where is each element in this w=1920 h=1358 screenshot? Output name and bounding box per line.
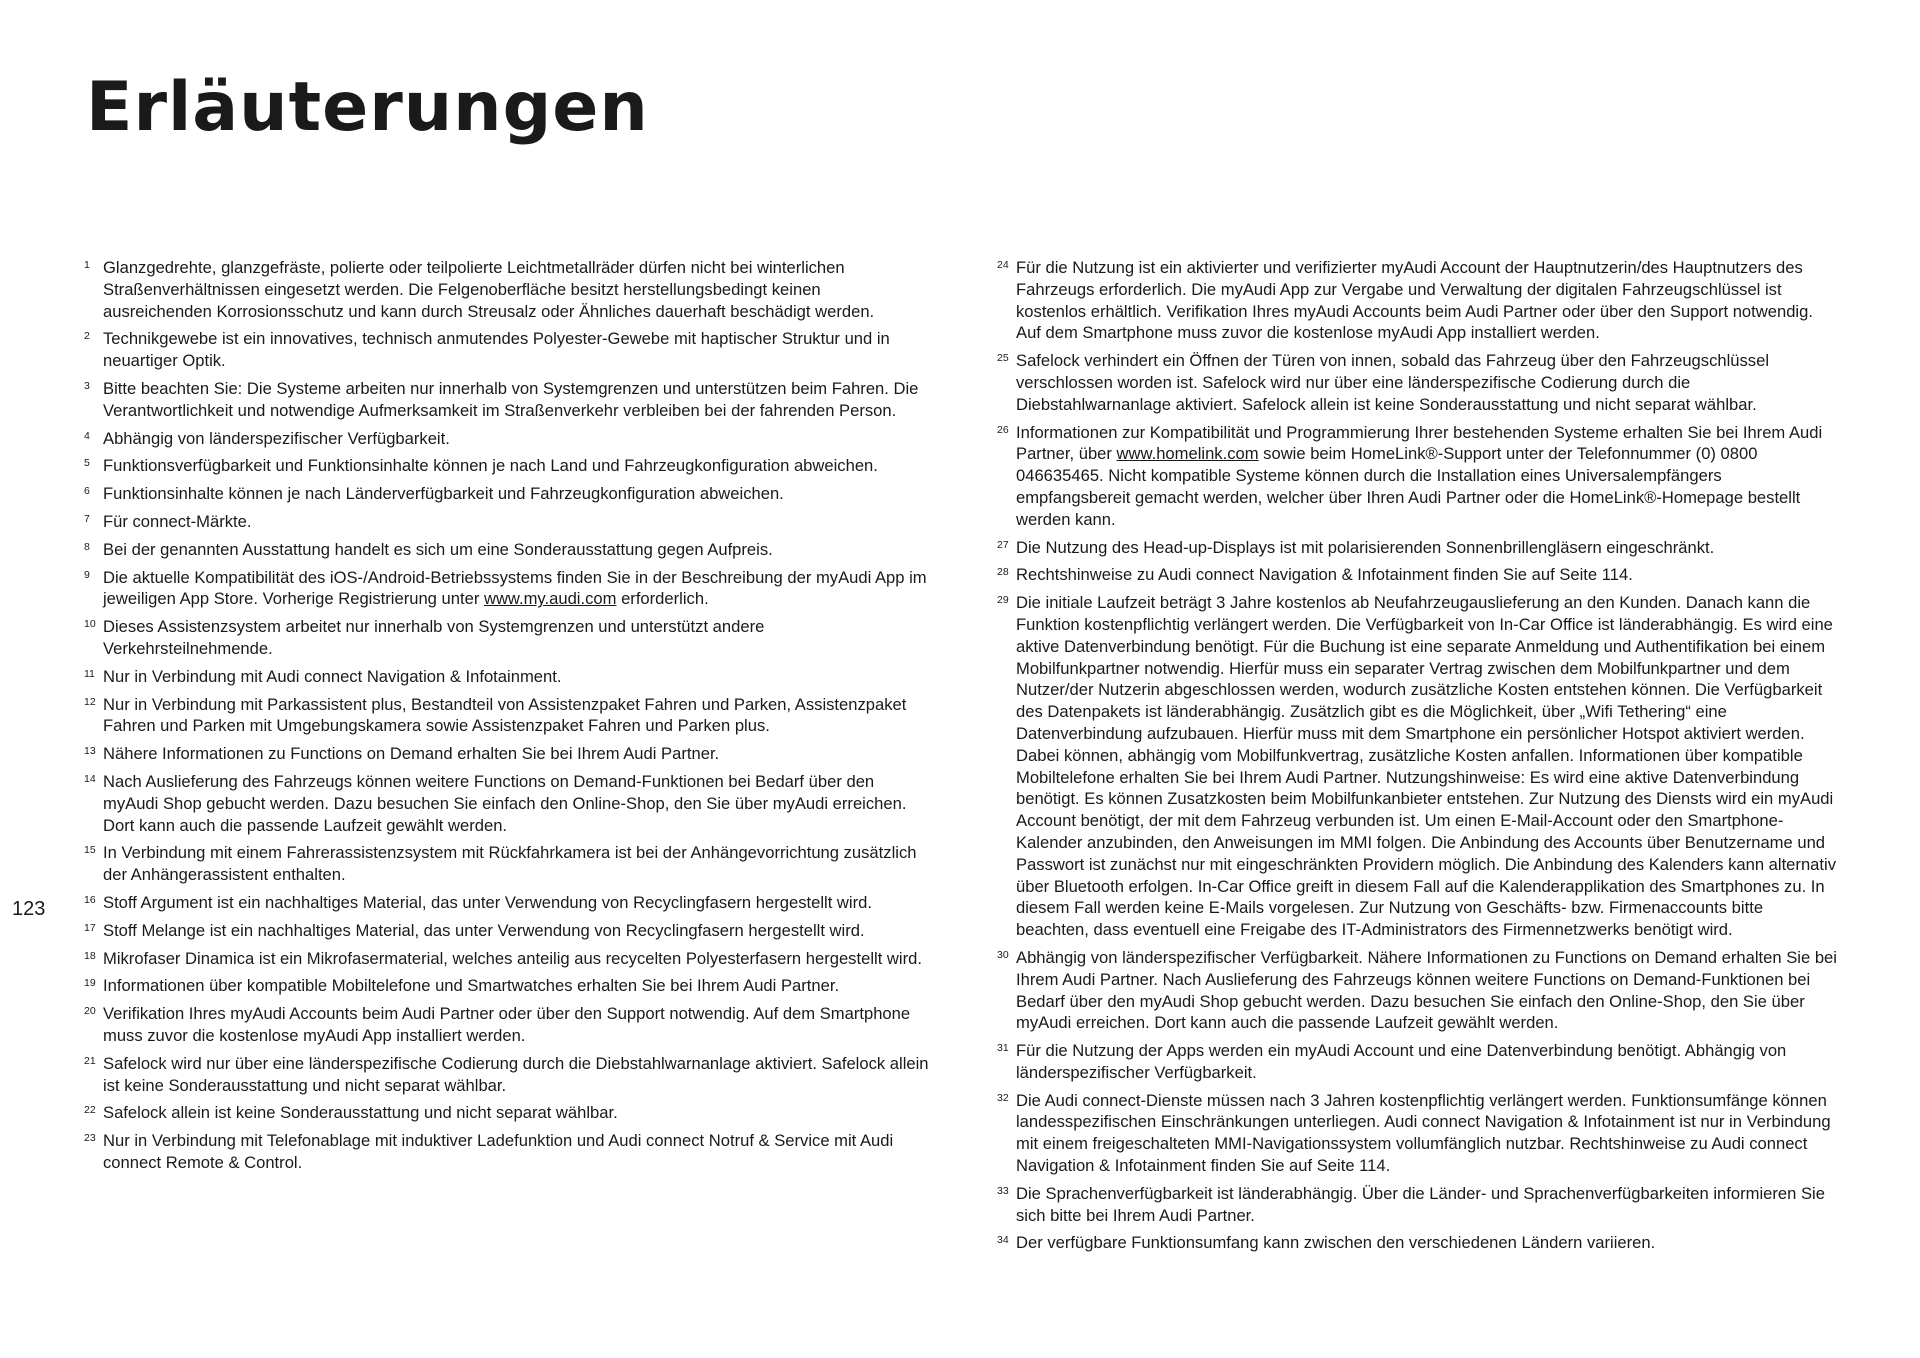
footnote-item [84,567,929,611]
footnote-number: 33 [997,1184,1009,1197]
footnote-number: 5 [84,457,90,470]
footnote-text: Funktionsverfügbarkeit und Funktionsinhalte können je nach Land und Fahrzeugkonfiguration abweichen. [103,456,878,476]
footnote-number: 26 [997,423,1009,436]
footnote-text: Stoff Melange ist ein nachhaltiges Material, das unter Verwendung von Recyclingfasern hergestellt wird. [103,920,865,940]
footnote-number: 27 [997,538,1009,551]
footnote-text: Bitte beachten Sie: Die Systeme arbeiten nur innerhalb von Systemgrenzen und unterstützen beim Fahren. Die Verantwortlichkeit und notwendige Aufmerksamkeit im Straßenverkehr verbleiben bei der fahrenden Person. [103,378,919,420]
footnote-text: Die Nutzung des Head-up-Displays ist mit polarisierenden Sonnenbrillengläsern eingeschränkt. [1016,537,1715,557]
footnote-text: Nach Auslieferung des Fahrzeugs können weitere Functions on Demand-Funktionen bei Bedarf über den myAudi Shop gebucht werden. Dazu besuchen Sie einfach den Online-Shop, den Sie über myAudi erreichen. Dort kann auch die passende Laufzeit gewählt werden. [103,771,907,835]
footnote-item [84,616,929,660]
footnote-item [84,920,929,942]
footnote-number: 16 [84,893,96,906]
footnote-item [84,1102,929,1124]
footnote-text: Nähere Informationen zu Functions on Demand erhalten Sie bei Ihrem Audi Partner. [103,744,720,764]
footnotes-left-column [84,257,929,1180]
footnote-item [84,511,929,533]
footnote-number: 10 [84,618,96,631]
footnote-item [997,422,1840,531]
footnote-number: 32 [997,1091,1009,1104]
footnote-number: 17 [84,921,96,934]
footnote-text: Glanzgedrehte, glanzgefräste, polierte oder teilpolierte Leichtmetallräder dürfen nicht bei winterlichen Straßenverhältnissen eingesetzt werden. Die Felgenoberfläche besitzt herstellungsbedingt keinen ausreichenden Korrosionsschutz und kann durch Streusalz oder Ähnliches dauerhaft beschädigt werden. [103,258,875,321]
footnote-item [997,947,1840,1034]
footnote-item [84,842,929,886]
footnote-item [84,975,929,997]
footnote-number: 28 [997,566,1009,579]
footnote-text: Die initiale Laufzeit beträgt 3 Jahre kostenlos ab Neufahrzeugauslieferung an den Kunden. Danach kann die Funktion kostenpflichtig verlängert werden. Die Verfügbarkeit von In-Car Office ist länderabhängig. Es wird eine aktive Datenverbindung benötigt. Für die Buchung ist eine separate Anmeldung und Authentifikation bei einem Mobilfunkpartner notwendig. Hierfür muss ein separater Vertrag zwischen dem Mobilfunkpartner und dem Nutzer/der Nutzerin abgeschlossen werden, wodurch zusätzliche Kosten entstehen können. Die Verfügbarkeit des Datenpakets ist länderabhängig. Zusätzlich gibt es die Möglichkeit, über „Wifi Tethering“ eine Datenverbindung aufzubauen. Hierfür muss mit dem Smartphone ein persönlicher Hotspot aktiviert werden. Dabei können, abhängig vom Mobilfunkvertrag, zusätzliche Kosten anfallen. Informationen über kompatible Mobiltelefone erhalten Sie bei Ihrem Audi Partner. Nutzungshinweise: Es wird eine aktive Datenverbindung benötigt. Es können Zusatzkosten beim Mobilfunkanbieter entstehen. Zur Nutzung des Diensts wird ein myAudi Account benötigt, der mit dem Fahrzeug verbunden ist. Um einen E-Mail-Account oder den Smartphone-Kalender anzubinden, den Anweisungen im MMI folgen. Die Anbindung des Accounts über Benutzername und Passwort ist zunächst nur mit eingeschränkten Providern möglich. Die Anbindung des Kalenders kann alternativ über Bluetooth erfolgen. In-Car Office greift in diesem Fall auf die Kalenderapplikation des Smartphones zu. In diesem Fall werden keine E-Mails vorgelesen. Zur Nutzung von Geschäfts- bzw. Firmenaccounts bitte beachten, dass eventuell eine Freigabe des IT-Administrators des Firmennetzwerks benötigt wird. [1016,593,1836,940]
footnote-number: 14 [84,772,96,785]
footnote-item [84,328,929,372]
footnote-text: Safelock allein ist keine Sonderausstattung und nicht separat wählbar. [103,1103,618,1123]
footnote-text: Verifikation Ihres myAudi Accounts beim Audi Partner oder über den Support notwendig. Auf dem Smartphone muss zuvor die kostenlose myAudi App installiert werden. [103,1004,911,1045]
footnote-text: Die Sprachenverfügbarkeit ist länderabhängig. Über die Länder- und Sprachenverfügbarkeiten informieren Sie sich bitte bei Ihrem Audi Partner. [1016,1183,1825,1225]
footnotes-right-column [997,257,1840,1260]
footnote-item [84,1053,929,1097]
footnote-number: 12 [84,695,96,708]
footnote-text: Stoff Argument ist ein nachhaltiges Material, das unter Verwendung von Recyclingfasern hergestellt wird. [103,892,872,912]
footnote-item [997,1040,1840,1084]
footnote-text: Safelock wird nur über eine länderspezifische Codierung durch die Diebstahlwarnanlage aktiviert. Safelock allein ist keine Sonderausstattung und nicht separat wählbar. [103,1053,929,1095]
footnote-item [997,257,1840,344]
footnote-item [84,666,929,688]
page-number: 123 [12,898,46,920]
footnote-item [84,694,929,738]
footnote-number: 6 [84,485,90,498]
footnote-item [997,350,1840,415]
footnote-text: Bei der genannten Ausstattung handelt es sich um eine Sonderausstattung gegen Aufpreis. [103,539,773,559]
footnote-item [997,564,1840,586]
footnote-number: 22 [84,1104,96,1117]
footnote-number: 4 [84,429,90,442]
footnote-number: 13 [84,745,96,758]
footnote-number: 8 [84,540,90,553]
footnote-number: 11 [84,667,95,680]
footnote-number: 18 [84,949,96,962]
footnote-text: Für die Nutzung ist ein aktivierter und verifizierter myAudi Account der Hauptnutzerin/des Hauptnutzers des Fahrzeugs erforderlich. Die myAudi App zur Vergabe und Verwaltung der digitalen Fahrzeugschlüssel ist kostenlos erhältlich. Verifikation Ihres myAudi Accounts beim Audi Partner oder über den Support notwendig. Auf dem Smartphone muss zuvor die kostenlose myAudi App installiert werden. [1016,258,1813,343]
footnote-text: Safelock verhindert ein Öffnen der Türen von innen, sobald das Fahrzeug über den Fahrzeugschlüssel verschlossen worden ist. Safelock wird nur über eine länderspezifische Codierung durch die Diebstahlwarnanlage aktiviert. Safelock allein ist keine Sonderausstattung und nicht separat wählbar. [1016,351,1770,414]
footnote-item [997,1183,1840,1227]
footnote-item [84,428,929,450]
footnote-text: Nur in Verbindung mit Parkassistent plus, Bestandteil von Assistenzpaket Fahren und Parken, Assistenzpaket Fahren und Parken mit Umgebungskamera sowie Assistenzpaket Fahren und Parken plus. [103,694,907,736]
footnote-item [997,592,1840,941]
footnote-text: Für die Nutzung der Apps werden ein myAudi Account und eine Datenverbindung benötigt. Abhängig von länderspezifischer Verfügbarkeit. [1016,1041,1787,1082]
footnote-text: Abhängig von länderspezifischer Verfügbarkeit. Nähere Informationen zu Functions on Demand erhalten Sie bei Ihrem Audi Partner. Nach Auslieferung des Fahrzeugs können weitere Functions on Demand-Funktionen bei Bedarf über den myAudi Shop gebucht werden. Dazu besuchen Sie einfach den Online-Shop, den Sie über myAudi erreichen. Dort kann auch die passende Laufzeit gewählt werden. [1016,947,1837,1033]
footnote-item [84,378,929,422]
footnote-item [997,1090,1840,1177]
footnote-number: 19 [84,977,96,990]
footnote-item [84,771,929,836]
footnote-text: Funktionsinhalte können je nach Länderverfügbarkeit und Fahrzeugkonfiguration abweichen. [103,484,784,504]
footnote-text: Rechtshinweise zu Audi connect Navigation & Infotainment finden Sie auf Seite 114. [1016,565,1633,585]
footnote-number: 20 [84,1005,96,1018]
footnote-item [84,1003,929,1047]
footnote-number: 21 [84,1054,96,1067]
footnote-number: 7 [84,512,90,525]
footnote-number: 25 [997,352,1009,365]
footnote-text: Nur in Verbindung mit Telefonablage mit induktiver Ladefunktion und Audi connect Notruf & Service mit Audi connect Remote & Control. [103,1131,894,1172]
footnote-number: 3 [84,379,90,392]
footnote-item [84,948,929,970]
footnote-number: 1 [84,259,90,271]
footnote-text: Für connect-Märkte. [103,511,252,531]
footnote-text-continued: sowie beim HomeLink®-Support unter der Telefonnummer (0) 0800 046635465. Nicht kompatible Systeme können durch die Installation eines Universalempfängers empfangsbereit gemacht werden, welcher über Ihren Audi Partner oder die HomeLink®-Homepage bestellt werden kann. [1016,444,1801,529]
footnote-link[interactable]: www.homelink.com [1116,444,1259,464]
footnote-number: 31 [997,1042,1009,1055]
footnote-link[interactable]: www.my.audi.com [483,589,617,609]
footnote-text: Abhängig von länderspezifischer Verfügbarkeit. [103,428,450,448]
footnote-number: 24 [997,259,1009,271]
footnote-text: Nur in Verbindung mit Audi connect Navigation & Infotainment. [103,666,562,686]
footnote-number: 29 [997,594,1009,607]
footnote-item [997,1232,1840,1254]
footnote-item [84,1130,929,1174]
footnote-text: Mikrofaser Dinamica ist ein Mikrofasermaterial, welches anteilig aus recycelten Polyesterfasern hergestellt wird. [103,948,922,968]
footnote-number: 23 [84,1132,96,1145]
footnote-number: 30 [997,948,1009,961]
footnote-number: 34 [997,1234,1009,1247]
footnote-text: Die aktuelle Kompatibilität des iOS-/Android-Betriebssystems finden Sie in der Beschreibung der myAudi App im jeweiligen App Store. Vorherige Registrierung unter [103,567,927,609]
footnote-item [84,455,929,477]
footnote-number: 9 [84,568,90,581]
footnote-number: 15 [84,844,96,857]
footnote-text: Der verfügbare Funktionsumfang kann zwischen den verschiedenen Ländern variieren. [1016,1233,1656,1253]
footnote-item [84,892,929,914]
footnote-text: In Verbindung mit einem Fahrerassistenzsystem mit Rückfahrkamera ist bei der Anhängevorrichtung zusätzlich der Anhängerassistent enthalten. [103,843,917,885]
footnote-number: 2 [84,330,90,343]
page-title: Erläuterungen [86,68,649,147]
footnote-item [84,539,929,561]
footnote-item [84,257,929,322]
footnote-text: Technikgewebe ist ein innovatives, technisch anmutendes Polyester-Gewebe mit haptischer Struktur und in neuartiger Optik. [103,329,890,371]
footnote-text: Informationen zur Kompatibilität und Programmierung Ihrer bestehenden Systeme erhalten Sie bei Ihrem Audi Partner, über [1016,422,1823,464]
footnote-text: Dieses Assistenzsystem arbeitet nur innerhalb von Systemgrenzen und unterstützt andere Verkehrsteilnehmende. [103,617,765,658]
footnote-text-continued: erforderlich. [616,589,709,609]
footnote-text: Die Audi connect-Dienste müssen nach 3 Jahren kostenpflichtig verlängert werden. Funktionsumfänge können landesspezifischen Einschränkungen unterliegen. Audi connect Navigation & Infotainment ist nur in Verbindung mit einem freigeschalteten MMI-Navigationssystem vollumfänglich nutzbar. Rechtshinweise zu Audi connect Navigation & Infotainment finden Sie auf Seite 114. [1016,1090,1831,1176]
footnote-item [997,537,1840,559]
footnote-item [84,483,929,505]
footnote-text: Informationen über kompatible Mobiltelefone und Smartwatches erhalten Sie bei Ihrem Audi Partner. [103,976,840,996]
footnote-item [84,743,929,765]
